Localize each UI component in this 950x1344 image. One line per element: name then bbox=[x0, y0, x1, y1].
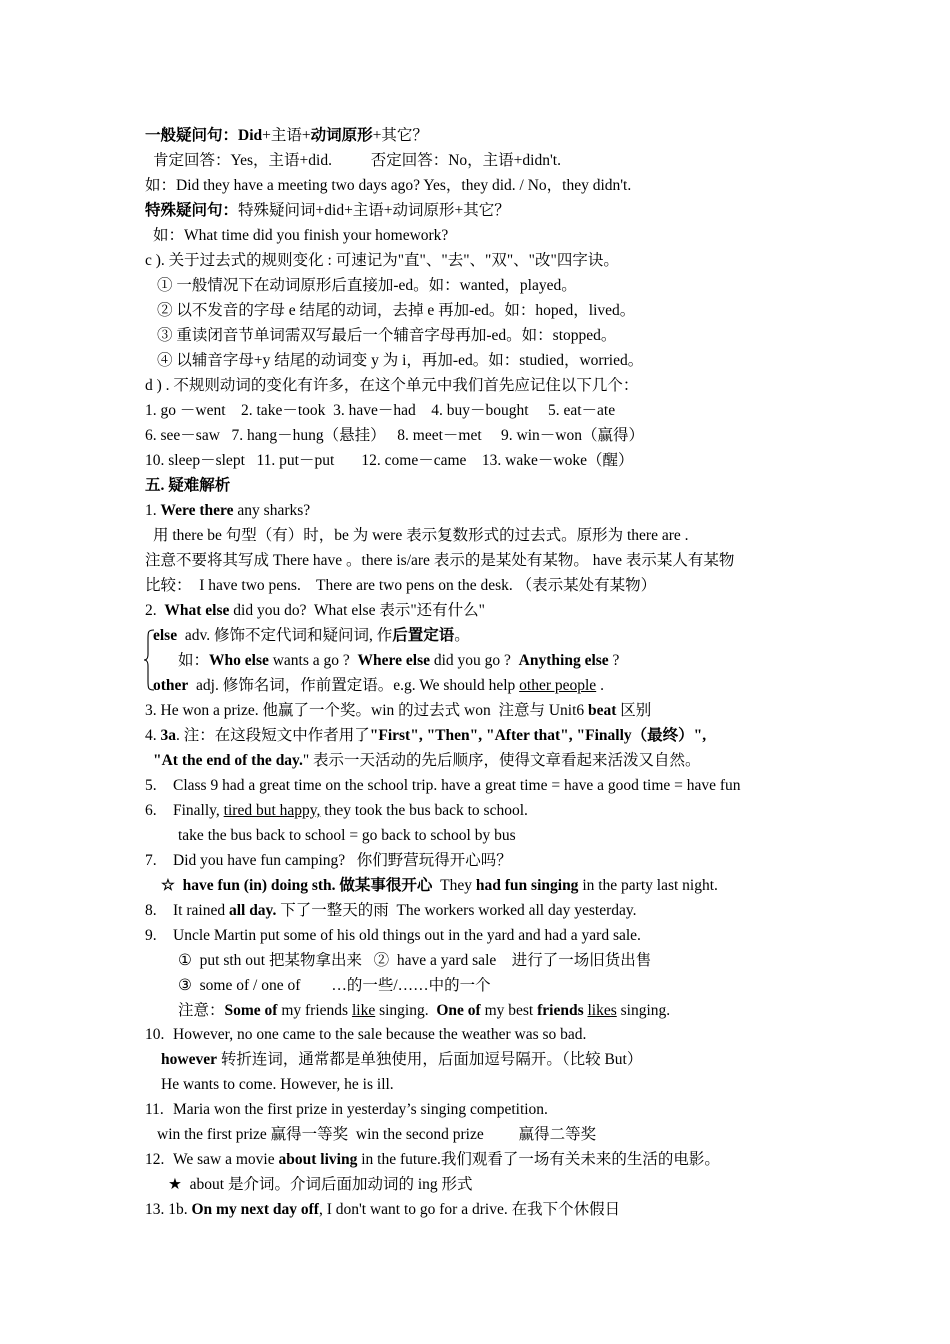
point-10-example: He wants to come. However, he is ill. bbox=[161, 1076, 394, 1093]
point-1-explanation: 用 there be 句型（有）时，be 为 were 表示复数形式的过去式。原形为 there are . bbox=[153, 527, 689, 544]
point-12-note: ★ about 是介词。介词后面加动词的 ing 形式 bbox=[168, 1176, 473, 1193]
answer-forms: 肯定回答：Yes，主语+did. 否定回答：No，主语+didn't. bbox=[153, 152, 561, 169]
point-11-note: win the first prize 赢得一等奖 win the second prize 赢得二等奖 bbox=[157, 1126, 597, 1143]
point-2: 2. What else did you do? What else 表示"还有什么" bbox=[145, 602, 485, 619]
point-1-note: 注意不要将其写成 There have 。there is/are 表示的是某处有某物。 have 表示某人有某物 bbox=[145, 552, 735, 569]
irregular-verbs-row-2: 6. see－saw 7. hang－hung（悬挂） 8. meet－met 9. win－won（赢得） bbox=[145, 427, 644, 444]
point-1: 1. Were there any sharks? bbox=[145, 502, 311, 519]
section-heading: 五. 疑难解析 bbox=[145, 477, 231, 494]
point-1-compare: 比较： I have two pens. There are two pens on the desk. （表示某处有某物） bbox=[145, 577, 657, 594]
rule-item-1: ① 一般情况下在动词原形后直接加-ed。如：wanted，played。 bbox=[157, 277, 577, 294]
point-8: 8. It rained all day. 下了一整天的雨 The workers worked all day yesterday. bbox=[145, 902, 637, 919]
point-6-note: take the bus back to school = go back to school by bus bbox=[178, 827, 516, 844]
special-question-rule: 特殊疑问句：特殊疑问词+did+主语+动词原形+其它？ bbox=[145, 202, 510, 219]
else-usage: else adv. 修饰不定代词和疑问词, 作后置定语。 bbox=[153, 627, 470, 644]
example-general-question: 如：Did they have a meeting two days ago? Yes，they did. / No，they didn't. bbox=[145, 177, 632, 194]
irregular-verbs-row-1: 1. go －went 2. take－took 3. have－had 4. buy－bought 5. eat－ate bbox=[145, 402, 616, 419]
point-7-phrase: ☆ have fun (in) doing sth. 做某事很开心 They had fun singing in the party last night. bbox=[161, 877, 718, 894]
example-special-question: 如：What time did you finish your homework? bbox=[153, 227, 449, 244]
point-9-phrases-2: ③ some of / one of …的一些/……中的一个 bbox=[178, 977, 491, 994]
point-9-phrases-1: ① put sth out 把某物拿出来 ② have a yard sale 进行了一场旧货出售 bbox=[178, 952, 652, 969]
rule-item-3: ③ 重读闭音节单词需双写最后一个辅音字母再加-ed。如：stopped。 bbox=[157, 327, 617, 344]
rule-item-4: ④ 以辅音字母+y 结尾的动词变 y 为 i，再加-ed。如：studied，worried。 bbox=[157, 352, 644, 369]
point-3: 3. He won a prize. 他赢了一个奖。win 的过去式 won 注意与 Unit6 beat 区别 bbox=[145, 702, 652, 719]
rule-item-2: ② 以不发音的字母 e 结尾的动词，去掉 e 再加-ed。如：hoped，lived。 bbox=[157, 302, 636, 319]
point-13: 13. 1b. On my next day off, I don't want to go for a drive. 在我下个休假日 bbox=[145, 1201, 621, 1218]
irregular-verbs-row-3: 10. sleep－slept 11. put－put 12. come－came 13. wake－woke（醒） bbox=[145, 452, 634, 469]
point-11: 11. Maria won the first prize in yesterday’s singing competition. bbox=[145, 1101, 548, 1118]
point-9-note: 注意：Some of my friends like singing. One of my best friends likes singing. bbox=[178, 1002, 671, 1019]
point-12: 12. We saw a movie about living in the future.我们观看了一场有关未来的生活的电影。 bbox=[145, 1151, 720, 1168]
point-5: 5. Class 9 had a great time on the school trip. have a great time = have a good time = have fun bbox=[145, 777, 741, 794]
point-9: 9. Uncle Martin put some of his old things out in the yard and had a yard sale. bbox=[145, 927, 641, 944]
point-10: 10. However, no one came to the sale because the weather was so bad. bbox=[145, 1026, 587, 1043]
point-10-note: however 转折连词，通常都是单独使用，后面加逗号隔开。（比较 But） bbox=[161, 1051, 643, 1068]
point-6: 6. Finally, tired but happy, they took the bus back to school. bbox=[145, 802, 528, 819]
regular-past-tense-heading: c ). 关于过去式的规则变化 : 可速记为"直"、"去"、"双"、"改"四字诀。 bbox=[145, 252, 619, 269]
point-4: 4. 3a. 注：在这段短文中作者用了"First", "Then", "After that", "Finally（最终）", bbox=[145, 727, 707, 744]
irregular-verbs-heading: d ) . 不规则动词的变化有许多，在这个单元中我们首先应记住以下几个： bbox=[145, 377, 639, 394]
other-usage: other adj. 修饰名词，作前置定语。e.g. We should help other people . bbox=[153, 677, 604, 694]
point-7: 7. Did you have fun camping? 你们野营玩得开心吗？ bbox=[145, 852, 512, 869]
point-4-continued: "At the end of the day." 表示一天活动的先后顺序，使得文章看起来活泼又自然。 bbox=[153, 752, 701, 769]
else-examples: 如：Who else wants a go ? Where else did you go ? Anything else ? bbox=[178, 652, 620, 669]
general-question-rule: 一般疑问句：Did+主语+动词原形+其它？ bbox=[145, 127, 428, 144]
